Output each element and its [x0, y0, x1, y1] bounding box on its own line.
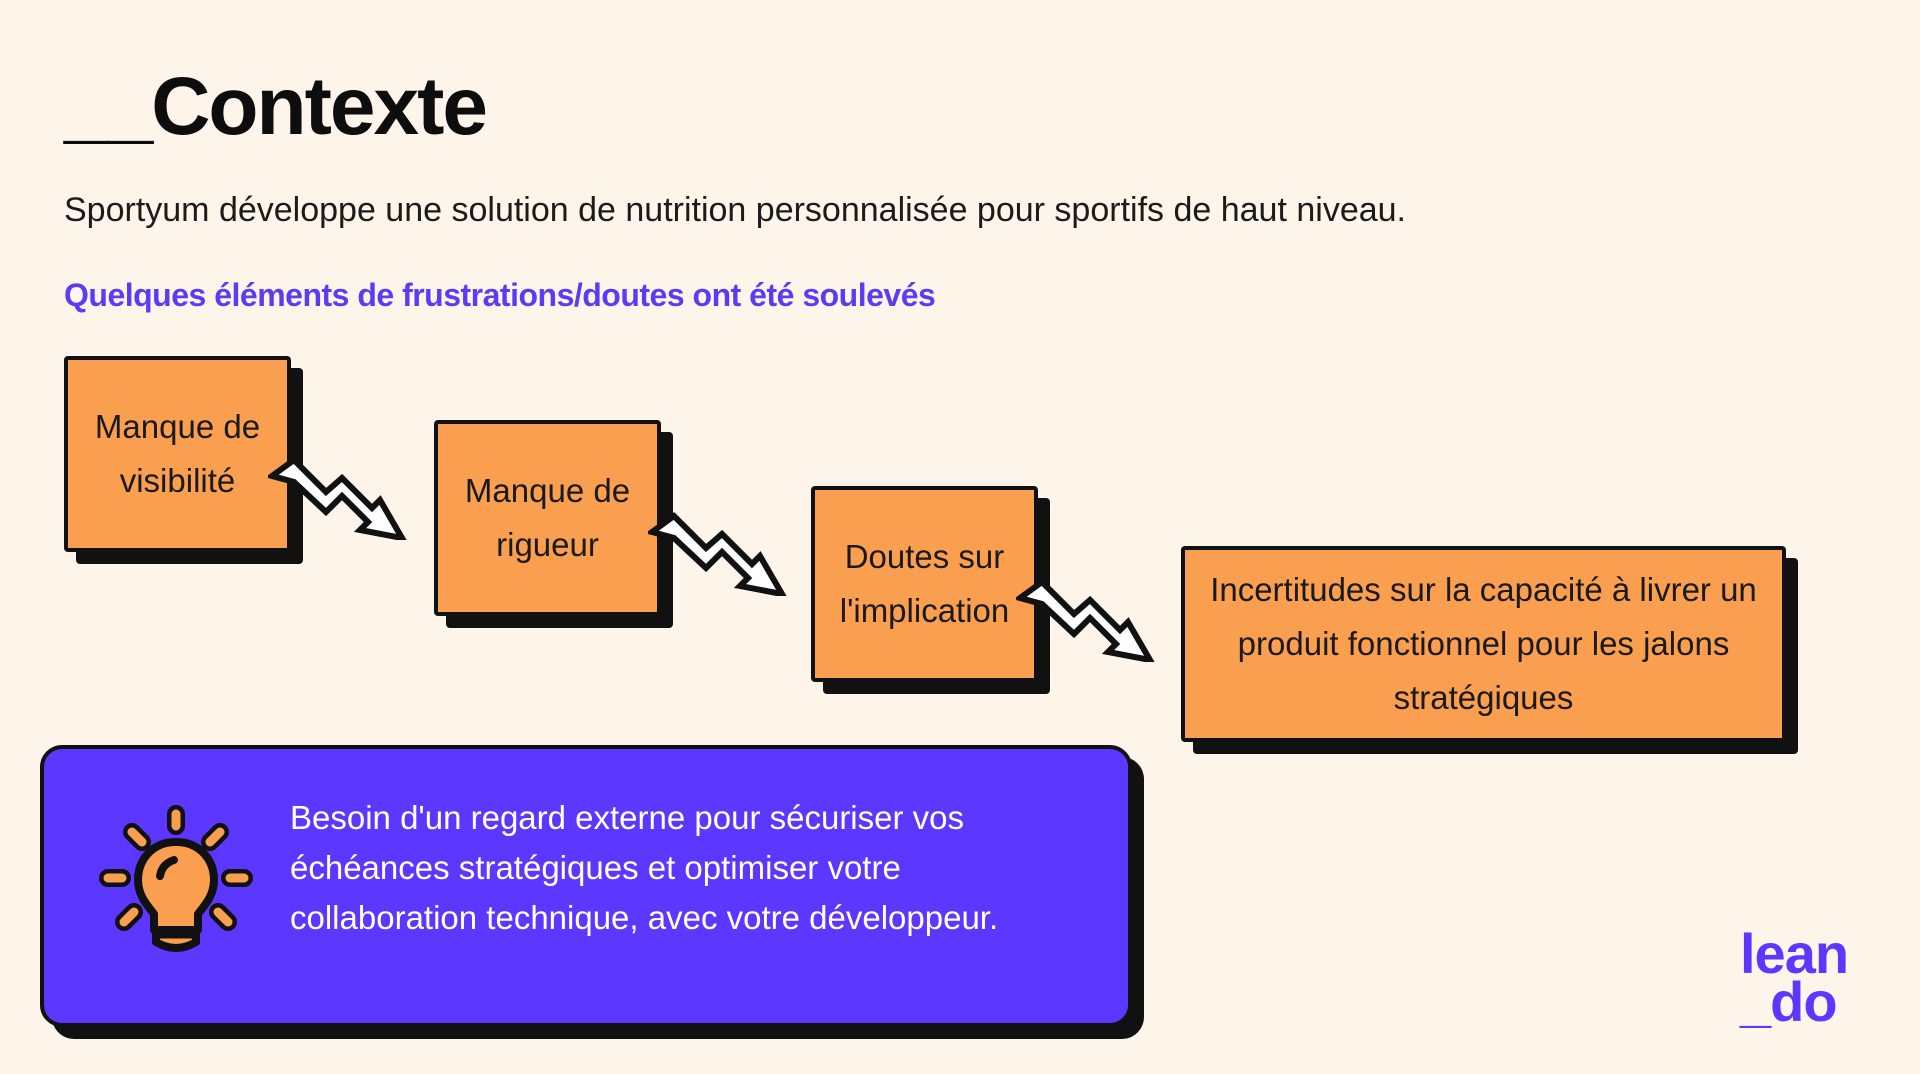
logo-line-2: _do	[1740, 970, 1837, 1033]
zigzag-arrow-icon	[268, 456, 408, 540]
callout-text: Besoin d'un regard externe pour sécuriser vos échéances stratégiques et optimiser votre collaboration technique, avec votre développeur.	[290, 799, 999, 936]
step-label: Doutes sur l'implication	[839, 538, 1010, 629]
step-label: Manque de visibilité	[94, 408, 261, 499]
zigzag-arrow-icon	[648, 512, 788, 596]
lightbulb-icon	[96, 804, 256, 964]
step-box-rigor	[434, 420, 661, 616]
step-box-visibility	[64, 356, 291, 552]
step-label: Manque de rigueur	[464, 472, 631, 563]
intro-text: Sportyum développe une solution de nutrition personnalisée pour sportifs de haut niveau.	[64, 191, 1406, 229]
step-box-involvement	[811, 486, 1038, 682]
step-box-uncertainty	[1181, 546, 1786, 742]
step-label: Incertitudes sur la capacité à livrer un produit fonctionnel pour les jalons stratégiques	[1210, 571, 1757, 716]
callout-box	[40, 745, 1132, 1027]
leando-logo	[1740, 922, 1849, 1033]
logo-line-1: lean	[1740, 922, 1849, 985]
subheading: Quelques éléments de frustrations/doutes ont été soulevés	[64, 277, 936, 313]
zigzag-arrow-icon	[1016, 578, 1156, 662]
page-title: __Contexte	[64, 61, 487, 152]
